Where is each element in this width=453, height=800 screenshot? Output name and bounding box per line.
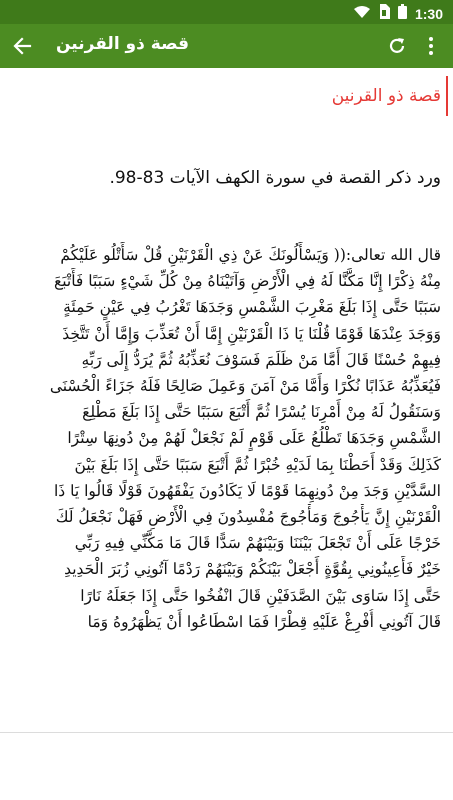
verse-line: فِيهِمْ حُسْنًا قَالَ أَمَّا مَنْ ظَلَمَ فَسَوْفَ نُعَذِّبُهُ ثُمَّ يُرَدُّ إِلَى رَبِّهِ (81, 350, 441, 369)
verse-line: الشَّمْسِ وَجَدَهَا تَطْلُعُ عَلَى قَوْمٍ لَمْ نَجْعَلْ لَهُمْ مِنْ دُونِهَا سِتْرًا (67, 429, 441, 448)
back-arrow-icon (12, 36, 32, 56)
wifi-icon (354, 5, 370, 23)
verse-line: قَالَ آتُونِي أُفْرِغْ عَلَيْهِ قِطْرًا فَمَا اسْطَاعُوا أَنْ يَظْهَرُوهُ وَمَا (87, 612, 441, 631)
verse-line: سَبَبًا حَتَّى إِذَا بَلَغَ مَغْرِبَ الشَّمْسِ وَجَدَهَا تَغْرُبُ فِي عَيْنٍ حَمِئَةٍ (63, 298, 441, 317)
verse-line: السَّدَّيْنِ وَجَدَ مِنْ دُونِهِمَا قَوْمًا لَا يَكَادُونَ يَفْقَهُونَ قَوْلًا قَالُوا يَا ذَا (54, 481, 441, 500)
verse-line: خَيْرٌ فَأَعِينُونِي بِقُوَّةٍ أَجْعَلْ بَيْنَكُمْ وَبَيْنَهُمْ رَدْمًا آتُونِي زُبَرَ الْحَدِيدِ (64, 560, 441, 579)
refresh-button[interactable] (383, 32, 411, 60)
verse-line: فَيُعَذِّبُهُ عَذَابًا نُكْرًا وَأَمَّا مَنْ آمَنَ وَعَمِلَ صَالِحًا فَلَهُ جَزَاءً الْحُسْنَى (49, 377, 441, 396)
verse-line: حَتَّى إِذَا سَاوَى بَيْنَ الصَّدَفَيْنِ قَالَ انْفُخُوا حَتَّى إِذَا جَعَلَهُ نَارًا (80, 586, 441, 605)
story-content[interactable] (0, 68, 453, 732)
back-button[interactable] (8, 32, 36, 60)
battery-icon (398, 4, 407, 23)
story-title: قصة ذو القرنين (331, 86, 441, 106)
status-icons (354, 4, 443, 23)
verse-line: مِنْهُ ذِكْرًا إِنَّا مَكَّنَّا لَهُ فِي الْأَرْضِ وَآتَيْنَاهُ مِنْ كُلِّ شَيْءٍ سَبَبًا فَأَتْبَعَ (53, 272, 441, 291)
verse-line: وَوَجَدَ عِنْدَهَا قَوْمًا قُلْنَا يَا ذَا الْقَرْنَيْنِ إِمَّا أَنْ تُعَذِّبَ وَإِمَّا أَنْ تَتَّخِذَ (62, 324, 441, 343)
status-bar (0, 0, 453, 24)
story-intro: ورد ذكر القصة في سورة الكهف الآيات 83-98. (109, 168, 441, 188)
verse-line: كَذَلِكَ وَقَدْ أَحَطْنَا بِمَا لَدَيْهِ خُبْرًا ثُمَّ أَتْبَعَ سَبَبًا حَتَّى إِذَا بَلَغَ بَيْنَ (74, 455, 441, 474)
verse-line: وَسَنَقُولُ لَهُ مِنْ أَمْرِنَا يُسْرًا ثُمَّ أَتْبَعَ سَبَبًا حَتَّى إِذَا بَلَغَ مَطْلِعَ (82, 403, 441, 422)
verse-line: الْقَرْنَيْنِ إِنَّ يَأْجُوجَ وَمَأْجُوجَ مُفْسِدُونَ فِي الْأَرْضِ فَهَلْ نَجْعَلُ لَكَ (55, 508, 441, 527)
app-bar (0, 24, 453, 68)
verse-text (13, 242, 441, 635)
title-accent-line (446, 76, 448, 116)
overflow-menu-button[interactable] (417, 32, 445, 60)
sim-icon (378, 4, 390, 23)
bottom-divider (0, 732, 453, 733)
overflow-menu-icon (428, 36, 434, 56)
app-title: قصة ذو القرنين (56, 34, 189, 54)
verse-line: خَرْجًا عَلَى أَنْ تَجْعَلَ بَيْنَنَا وَبَيْنَهُمْ سَدًّا قَالَ مَا مَكَّنِّي فِيهِ رَبِّي (74, 534, 441, 553)
verse-line: قال الله تعالى:(( وَيَسْأَلُونَكَ عَنْ ذِي الْقَرْنَيْنِ قُلْ سَأَتْلُو عَلَيْكُمْ (60, 246, 441, 264)
status-time: 1:30 (414, 5, 443, 22)
refresh-icon (387, 36, 407, 56)
